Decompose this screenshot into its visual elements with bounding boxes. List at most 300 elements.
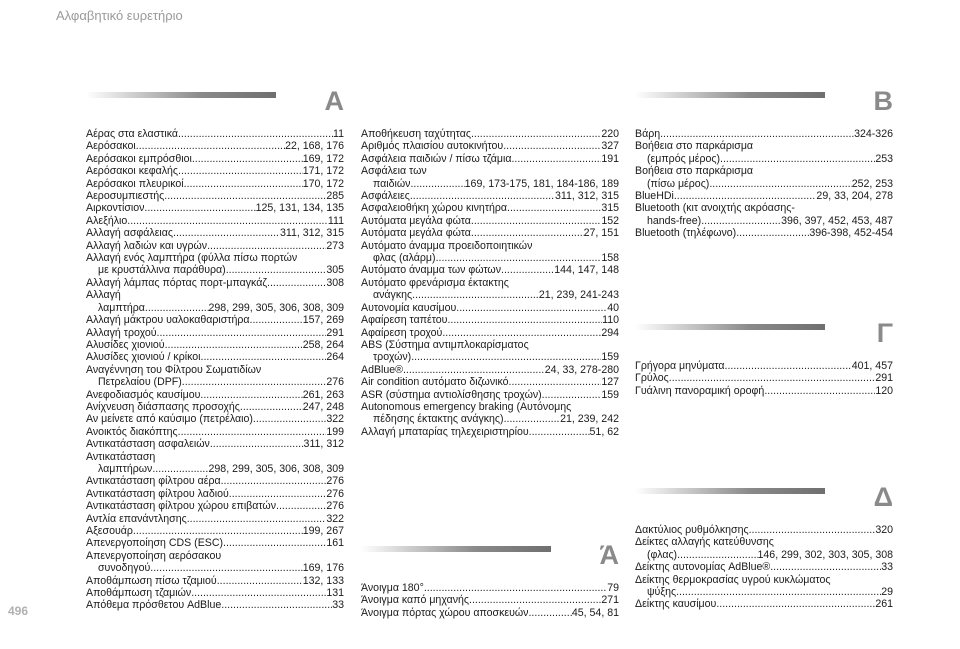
entry-pages: 29, 33, 204, 278 <box>816 190 893 203</box>
entry-pages: 40 <box>607 301 619 314</box>
index-entry <box>86 165 344 177</box>
dot-leader <box>157 327 327 339</box>
dot-leader <box>152 463 208 475</box>
entry-pages: 285 <box>326 190 344 203</box>
dot-leader <box>184 178 303 190</box>
index-entry <box>635 549 893 561</box>
entry-term: Αερόσακοι εμπρόσθιοι <box>86 152 192 165</box>
entry-term: λαμπτήρων <box>98 462 153 475</box>
index-entry <box>86 426 344 438</box>
entry-term: Ασφαλειοθήκη χώρου κινητήρα <box>361 202 508 215</box>
entry-term: Απενεργοποίηση CDS (ESC) <box>86 537 223 550</box>
dot-leader <box>424 582 607 594</box>
entry-term: φλας (αλάρμ) <box>373 252 436 265</box>
entry-term: BlueHDi <box>635 190 674 203</box>
entries-a <box>86 128 344 612</box>
entry-pages: 324-326 <box>854 128 893 140</box>
entry-pages: 298, 299, 305, 306, 308, 309 <box>208 301 344 314</box>
entry-term: AdBlue® <box>361 363 403 376</box>
index-entry-heading: Αλλαγή ενός λαμπτήρα (φύλλα πίσω πορτών <box>86 252 298 265</box>
dot-leader <box>276 500 326 512</box>
dot-leader <box>403 364 545 376</box>
entry-pages: 157, 269 <box>302 314 344 327</box>
index-entry-heading: Βοήθεια στο παρκάρισμα <box>635 140 754 153</box>
letter-d: Δ <box>873 482 893 512</box>
letter-a: A <box>324 86 344 116</box>
index-entry <box>86 302 344 314</box>
entry-pages: 120 <box>875 384 893 397</box>
dot-leader <box>507 202 601 214</box>
index-entry-heading: Απενεργοποίηση αερόσακου <box>86 549 222 562</box>
index-entry <box>86 525 344 537</box>
index-entry <box>635 227 893 239</box>
index-entry-heading: Αντικατάσταση <box>86 450 156 463</box>
index-entry <box>361 594 619 606</box>
entry-pages: 253 <box>875 152 893 165</box>
index-entry <box>86 339 344 351</box>
entry-pages: 311, 312, 315 <box>279 227 344 240</box>
index-entry <box>361 582 619 594</box>
index-entry <box>361 264 619 276</box>
entry-term: Ανοικτός διακόπτης <box>86 425 178 438</box>
entry-pages: 273 <box>326 239 344 252</box>
entry-term: Ασφάλειες <box>361 190 410 203</box>
page-header: Αλφαβητικό ευρετήριο <box>56 8 183 23</box>
entry-pages: 11 <box>333 128 344 140</box>
entry-pages: 171, 172 <box>302 165 344 178</box>
index-entry <box>361 215 619 227</box>
dot-leader <box>136 140 285 152</box>
entry-pages: 110 <box>602 314 619 327</box>
index-column-3-b <box>635 86 893 240</box>
entry-term: Βάρη <box>635 128 661 140</box>
index-entry <box>86 562 344 574</box>
index-entry <box>86 438 344 450</box>
entry-term: Αποθάμπωση πίσω τζαμιού <box>86 574 217 587</box>
entry-pages: 51, 62 <box>589 425 619 438</box>
index-entry <box>86 401 344 413</box>
entry-pages: 111 <box>327 214 344 227</box>
dot-leader <box>736 227 809 239</box>
entry-term: Αλλαγή μάκτρου υαλοκαθαριστήρα <box>86 314 250 327</box>
entry-pages: 24, 33, 278-280 <box>544 363 619 376</box>
entry-pages: 298, 299, 305, 306, 308, 309 <box>208 462 344 475</box>
index-entry <box>361 140 619 152</box>
entry-term: Αλυσίδες χιονιού <box>86 338 165 351</box>
index-entry <box>361 607 619 619</box>
dot-leader <box>471 128 601 140</box>
dot-leader <box>226 264 327 276</box>
index-entry <box>86 488 344 500</box>
letter-a-accent: Ά <box>599 540 619 570</box>
entry-term: Γυάλινη πανοραμική οροφή <box>635 384 765 397</box>
index-entry <box>361 252 619 264</box>
index-entry <box>86 153 344 165</box>
index-entry <box>361 227 619 239</box>
dot-leader <box>229 488 327 500</box>
index-entry <box>635 524 893 536</box>
entry-pages: 311, 312, 315 <box>554 190 619 203</box>
index-entry-heading: Αυτόματο άναμμα προειδοποιητικών <box>361 239 533 252</box>
entry-pages: 276 <box>326 475 344 488</box>
index-entry <box>86 599 344 611</box>
page-number: 496 <box>8 604 29 618</box>
entry-term: Αιρκοντίσιον <box>86 202 145 215</box>
entry-pages: 261, 263 <box>302 388 344 401</box>
index-entry <box>86 351 344 363</box>
entry-pages: 247, 248 <box>302 400 344 413</box>
dot-leader <box>240 401 303 413</box>
entry-term: Αφαίρεση τροχού <box>361 326 443 339</box>
entry-pages: 264 <box>326 351 344 364</box>
entry-pages: 125, 131, 134, 135 <box>255 202 344 215</box>
index-entry <box>361 153 619 165</box>
entry-term: Αλλαγή λάμπας πόρτας πορτ-μπαγκάζ <box>86 276 268 289</box>
index-entry <box>361 178 619 190</box>
entry-term: Αυτόματα μεγάλα φώτα <box>361 214 471 227</box>
dot-leader <box>144 202 255 214</box>
entry-pages: 308 <box>326 276 344 289</box>
entry-pages: 261 <box>875 598 893 611</box>
index-entry-heading: Δείκτης θερμοκρασίας υγρού κυκλώματος <box>635 573 831 586</box>
entry-term: Αερόσακοι πλευρικοί <box>86 177 184 190</box>
dot-leader <box>447 314 602 326</box>
entry-pages: 220 <box>601 128 619 140</box>
entry-pages: 322 <box>326 512 344 525</box>
entry-term: (φλας) <box>647 548 678 561</box>
index-entry-heading: Bluetooth (κιτ ανοιχτής ακρόασης- <box>635 202 795 215</box>
dot-leader <box>660 128 854 140</box>
letter-b: B <box>873 86 893 116</box>
entry-term: Γρήγορα μηνύματα <box>635 360 725 372</box>
entry-pages: 170, 172 <box>302 177 344 190</box>
entry-pages: 320 <box>875 524 893 536</box>
entry-pages: 315 <box>601 202 619 215</box>
index-entry <box>86 389 344 401</box>
index-entry <box>86 277 344 289</box>
entry-term: Πετρελαίου (DPF) <box>98 376 182 389</box>
entry-pages: 276 <box>326 376 344 389</box>
letter-g: Γ <box>876 318 893 348</box>
entry-pages: 276 <box>326 500 344 513</box>
entry-term: Αλυσίδες χιονιού / κρίκοι <box>86 351 201 364</box>
entry-term: (πίσω μέρος) <box>647 177 710 190</box>
index-entry <box>86 463 344 475</box>
dot-leader <box>178 165 303 177</box>
dot-leader <box>503 140 601 152</box>
index-entry-heading: Δείκτες αλλαγής κατεύθυνσης <box>635 536 774 549</box>
index-column-1 <box>86 86 344 612</box>
entry-pages: 291 <box>326 326 344 339</box>
entry-pages: 144, 147, 148 <box>554 264 619 277</box>
index-entry-heading: Αυτόματο φρενάρισμα έκτακτης <box>361 276 509 289</box>
entry-term: Αξεσουάρ <box>86 525 133 537</box>
entry-term: Αποθήκευση ταχύτητας <box>361 128 471 140</box>
entry-term: Αέρας στα ελαστικά <box>86 128 178 140</box>
dot-leader <box>191 587 326 599</box>
entries-a-continued <box>361 128 619 438</box>
index-entry <box>361 128 619 140</box>
dot-leader <box>253 413 326 425</box>
entry-pages: 169, 176 <box>302 562 344 575</box>
index-entry <box>86 575 344 587</box>
entry-term: Απόθεμα πρόσθετου AdBlue <box>86 599 222 612</box>
entry-pages: 29 <box>881 586 893 599</box>
entry-term: Αεροσυμπιεστής <box>86 190 165 203</box>
entry-term: Αντλία επανάντλησης <box>86 512 187 525</box>
dot-leader <box>178 426 327 438</box>
index-entry <box>361 413 619 425</box>
entry-pages: 21, 239, 242 <box>560 413 619 426</box>
entry-pages: 22, 168, 176 <box>285 140 344 153</box>
entry-pages: 33 <box>881 561 893 574</box>
letter-bar <box>635 488 825 494</box>
entry-term: Αλεξήλιο <box>86 214 128 227</box>
entry-term: Αλλαγή ασφάλειας <box>86 227 174 240</box>
index-entry <box>86 178 344 190</box>
dot-leader <box>145 302 209 314</box>
index-entry <box>86 202 344 214</box>
entry-term: Ανεφοδιασμός καυσίμου <box>86 388 201 401</box>
index-entry <box>361 302 619 314</box>
dot-leader <box>469 594 601 606</box>
index-entry <box>86 140 344 152</box>
entry-term: Γρύλος <box>635 372 669 385</box>
dot-leader <box>217 575 303 587</box>
entry-term: Αντικατάσταση φίλτρου χώρου επιβατών <box>86 500 276 513</box>
entry-pages: 169, 172 <box>302 152 344 165</box>
entry-pages: 169, 173-175, 181, 184-186, 189 <box>464 177 619 190</box>
entry-term: Άνοιγμα καπό μηχανής <box>361 594 470 607</box>
dot-leader <box>411 351 601 363</box>
entry-pages: 132, 133 <box>302 574 344 587</box>
entry-term: Air condition αυτόματο διζωνικό <box>361 376 509 389</box>
entry-pages: 161 <box>326 537 344 550</box>
index-entry <box>361 327 619 339</box>
dot-leader <box>200 389 302 401</box>
entry-pages: 258, 264 <box>302 338 344 351</box>
dot-leader <box>207 240 326 252</box>
dot-leader <box>709 178 851 190</box>
index-entry-heading: Αναγέννηση του Φίλτρου Σωματιδίων <box>86 363 262 376</box>
dot-leader <box>528 607 571 619</box>
dot-leader <box>187 513 327 525</box>
index-entry <box>635 360 893 372</box>
entry-pages: 199, 267 <box>302 525 344 537</box>
dot-leader <box>133 525 303 537</box>
entry-pages: 401, 457 <box>851 360 893 372</box>
dot-leader <box>701 215 781 227</box>
index-entry <box>361 389 619 401</box>
index-entry <box>635 586 893 598</box>
dot-leader <box>471 227 584 239</box>
entry-term: Αερόσακοι <box>86 140 136 153</box>
entry-pages: 127 <box>601 376 619 389</box>
dot-leader <box>511 153 601 165</box>
dot-leader <box>676 586 881 598</box>
dot-leader <box>471 215 601 227</box>
dot-leader <box>669 372 876 384</box>
entry-pages: 252, 253 <box>851 177 893 190</box>
index-entry <box>86 215 344 227</box>
entry-term: Αερόσακοι κεφαλής <box>86 165 179 178</box>
letter-heading-g <box>635 318 893 356</box>
index-entry <box>86 314 344 326</box>
index-entry-heading: Autonomous emergency braking (Αυτόνομης <box>361 400 572 413</box>
entry-term: λαμπτήρα <box>98 301 145 314</box>
index-entry <box>635 215 893 227</box>
index-entry <box>635 128 893 140</box>
index-entry <box>86 240 344 252</box>
entry-pages: 327 <box>601 140 619 153</box>
entry-term: Αλλαγή μπαταρίας τηλεχειριστηρίου <box>361 425 529 438</box>
entry-pages: 33 <box>332 599 344 612</box>
index-entry <box>361 190 619 202</box>
entry-pages: 396, 397, 452, 453, 487 <box>781 214 893 227</box>
dot-leader <box>178 128 333 140</box>
entry-pages: 271 <box>601 594 619 607</box>
index-entry <box>86 500 344 512</box>
dot-leader <box>192 153 303 165</box>
entry-term: Αν μείνετε από καύσιμο (πετρέλαιο) <box>86 413 253 426</box>
entry-pages: 79 <box>607 582 619 594</box>
entry-term: ανάγκης <box>373 289 413 302</box>
entry-term: Αριθμός πλαισίου αυτοκινήτου <box>361 140 504 153</box>
index-entry <box>635 561 893 573</box>
entry-pages: 146, 299, 302, 303, 305, 308 <box>757 548 893 561</box>
entry-term: hands-free) <box>647 214 702 227</box>
dot-leader <box>221 475 327 487</box>
entry-term: Αντικατάσταση φίλτρου λαδιού <box>86 487 229 500</box>
entry-term: Αυτονομία καυσίμου <box>361 301 457 314</box>
letter-bar <box>635 92 825 98</box>
entry-pages: 276 <box>326 487 344 500</box>
entry-term: Bluetooth (τηλέφωνο) <box>635 227 737 240</box>
index-entry <box>86 190 344 202</box>
index-entry <box>635 385 893 397</box>
entry-pages: 291 <box>875 372 893 385</box>
index-entry-heading: Ασφάλεια των <box>361 165 427 178</box>
index-entry <box>635 153 893 165</box>
entry-term: τροχών) <box>373 351 412 364</box>
letter-heading-a <box>86 86 344 124</box>
dot-leader <box>725 360 852 372</box>
dot-leader <box>529 426 590 438</box>
index-entry-heading: Βοήθεια στο παρκάρισμα <box>635 165 754 178</box>
entry-pages: 152 <box>601 214 619 227</box>
entry-pages: 311, 312 <box>303 438 344 451</box>
dot-leader <box>412 289 539 301</box>
dot-leader <box>223 537 326 549</box>
entry-term: πέδησης έκτακτης ανάγκης) <box>373 413 504 426</box>
entry-pages: 396-398, 452-454 <box>809 227 893 240</box>
entry-term: Ασφάλεια παιδιών / πίσω τζάμια <box>361 152 512 165</box>
index-entry <box>86 376 344 388</box>
entry-pages: 159 <box>601 388 619 401</box>
dot-leader <box>674 190 817 202</box>
letter-bar <box>361 546 551 552</box>
index-entry <box>361 289 619 301</box>
entry-term: Αφαίρεση ταπέτου <box>361 314 448 327</box>
entry-term: Ανίχνευση διάσπασης προσοχής <box>86 400 240 413</box>
index-entry <box>86 537 344 549</box>
index-entry-heading: Αλλαγή <box>86 289 121 302</box>
entry-term: Αποθάμπωση τζαμιών <box>86 587 192 600</box>
index-entry <box>361 426 619 438</box>
dot-leader <box>770 561 881 573</box>
index-column-3-g <box>635 318 893 397</box>
entry-pages: 27, 151 <box>583 227 619 240</box>
dot-leader <box>456 302 607 314</box>
index-column-2 <box>361 94 619 438</box>
entry-term: παιδιών <box>373 177 411 190</box>
index-entry-heading: ABS (Σύστημα αντιμπλοκαρίσματος <box>361 338 529 351</box>
index-entry <box>361 376 619 388</box>
entry-term: Άνοιγμα πόρτας χώρου αποσκευών <box>361 606 529 619</box>
entry-pages: 158 <box>601 252 619 265</box>
index-entry <box>86 413 344 425</box>
dot-leader <box>164 190 326 202</box>
entry-pages: 159 <box>601 351 619 364</box>
entry-term: (εμπρός μέρος) <box>647 152 721 165</box>
entries-g <box>635 360 893 397</box>
dot-leader <box>210 438 304 450</box>
index-column-2-bottom <box>361 540 619 619</box>
entry-pages: 45, 54, 81 <box>571 606 619 619</box>
index-entry <box>86 475 344 487</box>
letter-heading-a-accent <box>361 540 619 578</box>
dot-leader <box>250 314 303 326</box>
dot-leader <box>720 153 875 165</box>
entry-term: συνοδηγού <box>98 562 151 575</box>
letter-heading-d <box>635 482 893 520</box>
entry-term: ψύξης <box>647 586 677 599</box>
index-entry <box>635 372 893 384</box>
index-entry <box>86 264 344 276</box>
dot-leader <box>509 376 602 388</box>
entry-term: ASR (σύστημα αντιολίσθησης τροχών) <box>361 388 542 401</box>
dot-leader <box>442 327 601 339</box>
entry-term: Δείκτης αυτονομίας AdBlue® <box>635 561 771 574</box>
dot-leader <box>165 339 303 351</box>
index-entry <box>635 598 893 610</box>
dot-leader <box>501 264 554 276</box>
dot-leader <box>542 389 602 401</box>
dot-leader <box>173 227 280 239</box>
entries-d <box>635 524 893 611</box>
entry-term: Αυτόματα μεγάλα φώτα <box>361 227 471 240</box>
dot-leader <box>410 190 555 202</box>
dot-leader <box>150 562 302 574</box>
index-entry <box>361 351 619 363</box>
dot-leader <box>749 524 876 536</box>
index-entry <box>86 513 344 525</box>
entry-term: Αλλαγή τροχού <box>86 326 157 339</box>
entry-term: Δακτύλιος ρυθμόλκησης <box>635 524 749 536</box>
entry-pages: 322 <box>326 413 344 426</box>
index-entry <box>86 587 344 599</box>
entry-term: Αντικατάσταση ασφαλειών <box>86 438 210 451</box>
letter-bar <box>635 324 825 330</box>
index-entry <box>361 202 619 214</box>
dot-leader <box>127 215 328 227</box>
index-entry <box>635 190 893 202</box>
dot-leader <box>201 351 327 363</box>
letter-bar <box>86 92 276 98</box>
entry-pages: 294 <box>601 326 619 339</box>
index-entry <box>86 327 344 339</box>
dot-leader <box>221 599 332 611</box>
